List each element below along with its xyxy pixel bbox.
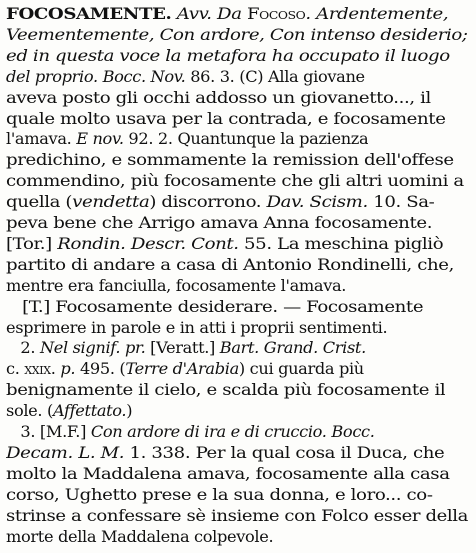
text-segment: ) discorrono. — [149, 192, 267, 212]
text-segment: Veementemente, Con ardore, Con intenso desiderio; — [6, 24, 468, 44]
text-segment: quale molto usava per la contrada, e focosamente — [6, 108, 446, 128]
text-segment: strinse a confessare sè insieme con Folco esser della — [6, 505, 468, 525]
text-segment: Rondin. Descr. Cont. — [57, 233, 239, 253]
text-segment: Affettato. — [52, 401, 127, 421]
text-segment: Dav. Scism. — [266, 192, 368, 212]
text-segment: esprimere in parole e in atti i proprii sentimenti. — [6, 317, 388, 337]
text-segment: vendetta — [72, 192, 150, 212]
text-segment: Avv. Da — [171, 4, 247, 23]
text-segment: xxix — [24, 359, 51, 379]
text-segment: p. — [60, 359, 76, 379]
text-segment: partito di andare a casa di Antonio Rondinelli, che, — [6, 254, 454, 274]
text-segment: Con ardore di ira e di cruccio. Bocc. — [90, 422, 375, 441]
text-segment: . Ardentemente, — [305, 4, 449, 23]
text-segment: benignamente il cielo, e scalda più focosamente il — [6, 380, 446, 400]
text-segment: Terre d'Arabia — [125, 359, 239, 379]
text-segment: Bart. Grand. Crist. — [219, 338, 366, 358]
text-segment: peva bene che Arrigo amava Anna focosamente. — [6, 213, 433, 232]
text-segment: quella ( — [6, 192, 73, 212]
text-segment: sole. ( — [6, 401, 53, 421]
text-segment: mentre era fanciulla, focosamente l'amava. — [6, 275, 347, 295]
text-segment: c. — [6, 359, 25, 379]
text-segment: del proprio. Bocc. Nov. — [6, 66, 186, 86]
text-segment: . — [50, 359, 61, 379]
text-segment: 1. 338. Per la qual cosa il Duca, che — [124, 442, 445, 462]
text-segment: corso, Ughetto prese e la sua donna, e loro... co- — [6, 484, 433, 504]
text-segment: 10. Sa- — [367, 192, 435, 212]
text-segment: Focoso — [246, 4, 306, 23]
text-segment: 55. La meschina pigliò — [238, 233, 444, 253]
text-segment: [Tor.] — [6, 233, 58, 253]
text-segment: 495. ( — [75, 359, 126, 379]
text-segment: Decam. L. M. — [6, 442, 125, 462]
text-segment: E nov. — [76, 129, 124, 149]
text-segment: [Veratt.] — [145, 338, 220, 358]
text-segment: ) — [126, 401, 133, 421]
text-segment: ) cui guarda più — [238, 359, 364, 379]
text-segment: 92. 2. Quantunque la pazienza — [123, 129, 369, 149]
text-segment: [T.] Focosamente desiderare. — Focosamente — [6, 296, 424, 316]
text-segment: 3. [M.F.] — [6, 422, 91, 441]
text-segment: morte della Maddalena colpevole. — [6, 526, 274, 546]
text-segment: 2. — [6, 338, 40, 358]
text-segment: commendino, più focosamente che gli altri uomini a — [6, 171, 464, 191]
text-line — [6, 525, 273, 549]
text-segment: ed in questa voce la metafora ha occupato il luogo — [6, 45, 450, 65]
headword: FOCOSAMENTE. — [6, 4, 172, 23]
text-segment: Nel signif. pr. — [39, 338, 146, 358]
text-segment: molto la Maddalena amava, focosamente alla casa — [6, 463, 450, 483]
text-segment: aveva posto gli occhi addosso un giovanetto..., il — [6, 87, 431, 107]
text-segment: l'amava. — [6, 129, 77, 149]
text-segment: predichino, e sommamente la remission dell'offese — [6, 150, 454, 170]
text-segment: 86. 3. (C) Alla giovane — [185, 66, 365, 86]
